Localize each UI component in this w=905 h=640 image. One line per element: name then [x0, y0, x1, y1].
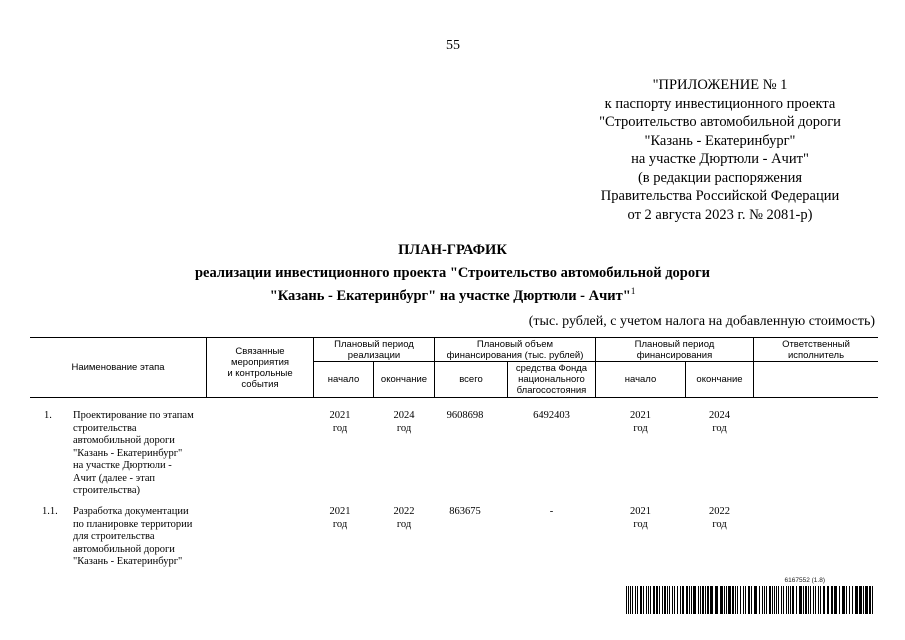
- barcode-bar: [805, 586, 807, 614]
- barcode-bar: [705, 586, 706, 614]
- header-total: всего: [459, 374, 483, 385]
- barcode-bar: [677, 586, 678, 614]
- barcode-bar: [632, 586, 633, 614]
- barcode-bar: [827, 586, 829, 614]
- header-financing-period: Плановый период финансирования: [634, 338, 715, 361]
- barcode-bar: [762, 586, 763, 614]
- barcode-bar: [737, 586, 738, 614]
- barcode-bar: [626, 586, 627, 614]
- barcode-bar: [745, 586, 746, 614]
- barcode-bar: [735, 586, 736, 614]
- barcode-bar: [796, 586, 797, 614]
- barcode-bar: [682, 586, 684, 614]
- barcode-bar: [790, 586, 791, 614]
- barcode-bar: [698, 586, 699, 614]
- barcode-bar: [869, 586, 871, 614]
- barcode-bar: [732, 586, 734, 614]
- barcode-bar: [693, 586, 696, 614]
- barcode-bar: [803, 586, 804, 614]
- row-start: 2021 год: [329, 410, 351, 434]
- row-number: 1.1.: [42, 506, 58, 517]
- row-total: 9608698: [446, 410, 484, 421]
- barcode-bar: [774, 586, 775, 614]
- barcode-bar: [781, 586, 782, 614]
- header-fund: средства Фонда национального благосостояния: [515, 363, 588, 396]
- barcode-bar: [820, 586, 821, 614]
- barcode-bar: [859, 586, 862, 614]
- row-fin-end: 2024 год: [709, 410, 730, 434]
- header-related-events: Связанные мероприятия и контрольные события: [227, 345, 293, 390]
- barcode-bar: [628, 586, 629, 614]
- barcode-bar: [669, 586, 670, 614]
- barcode-bar: [640, 586, 642, 614]
- barcode-bar: [872, 586, 873, 614]
- barcode-bar: [653, 586, 655, 614]
- barcode-bar: [863, 586, 864, 614]
- header-stage-name: Наименование этапа: [71, 362, 165, 373]
- barcode-bar: [667, 586, 668, 614]
- subtitle-line-2: [0, 282, 905, 305]
- barcode-bar: [815, 586, 816, 614]
- header-planned-volume: Плановый объем финансирования (тыс. рублей): [446, 338, 584, 361]
- barcode-bar: [720, 586, 723, 614]
- barcode-bar: [754, 586, 757, 614]
- barcode-bar: [808, 586, 809, 614]
- barcode-image: [626, 586, 876, 614]
- barcode-bar: [630, 586, 631, 614]
- subtitle-line-2-text: "Казань - Екатеринбург" на участке Дюртюли - Ачит": [269, 288, 631, 304]
- barcode-bar: [686, 586, 688, 614]
- barcode-bar: [689, 586, 690, 614]
- barcode-bar: [849, 586, 850, 614]
- appendix-line: Правительства Российской Федерации: [600, 188, 840, 204]
- units-note: (тыс. рублей, с учетом налога на добавленную стоимость): [528, 314, 875, 329]
- barcode-bar: [834, 586, 837, 614]
- row-stage-name: Проектирование по этапам строительства автомобильной дороги "Казань - Екатеринбург" на участке Дюртюли - Ачит (далее - этап строительства): [73, 410, 194, 496]
- appendix-line: "Казань - Екатеринбург": [644, 132, 796, 149]
- page-number: 55: [446, 38, 460, 53]
- row-fin-end: 2022 год: [709, 506, 730, 530]
- barcode-bar: [691, 586, 692, 614]
- barcode-bar: [823, 586, 825, 614]
- row-fin-start: 2021 год: [630, 410, 651, 434]
- barcode-bar: [748, 586, 750, 614]
- barcode-bar: [635, 586, 636, 614]
- subtitle-line-1: реализации инвестиционного проекта "Строительство автомобильной дороги: [194, 265, 711, 281]
- barcode-number: 6167552 (1.8): [784, 577, 825, 584]
- barcode-bar: [643, 586, 644, 614]
- header-planned-period: Плановый период реализации: [334, 338, 414, 361]
- barcode-bar: [783, 586, 784, 614]
- barcode-bar: [680, 586, 681, 614]
- row-end: 2022 год: [393, 506, 415, 530]
- appendix-line: на участке Дюртюли - Ачит": [631, 151, 809, 167]
- barcode-bar: [818, 586, 819, 614]
- barcode-bar: [842, 586, 845, 614]
- barcode-bar: [740, 586, 741, 614]
- barcode-bar: [664, 586, 666, 614]
- footnote-mark: 1: [630, 286, 636, 296]
- barcode-bar: [672, 586, 673, 614]
- barcode-bar: [839, 586, 840, 614]
- barcode-bar: [743, 586, 744, 614]
- row-end: 2024 год: [393, 410, 415, 434]
- document-subtitle: [0, 264, 905, 305]
- appendix-line: от 2 августа 2023 г. № 2081-р): [627, 206, 813, 223]
- barcode-bar: [700, 586, 701, 614]
- barcode-bar: [724, 586, 725, 614]
- barcode-bar: [769, 586, 771, 614]
- barcode-bar: [776, 586, 777, 614]
- barcode-bar: [728, 586, 731, 614]
- appendix-header: [560, 76, 880, 224]
- barcode-bar: [648, 586, 649, 614]
- barcode-bar: [792, 586, 794, 614]
- appendix-line: "ПРИЛОЖЕНИЕ № 1: [652, 77, 788, 93]
- header-start: начало: [327, 374, 360, 385]
- barcode-bar: [710, 586, 713, 614]
- barcode-bar: [831, 586, 833, 614]
- barcode-bar: [788, 586, 789, 614]
- header-fin-start: начало: [624, 374, 657, 385]
- barcode-bar: [766, 586, 767, 614]
- barcode-bar: [846, 586, 847, 614]
- document-title: ПЛАН-ГРАФИК: [398, 242, 507, 258]
- barcode-bar: [656, 586, 658, 614]
- barcode-bar: [715, 586, 718, 614]
- row-stage-name: Разработка документации по планировке территории для строительства автомобильной дороги "Казань - Екатеринбург": [73, 506, 193, 567]
- barcode-bar: [855, 586, 858, 614]
- barcode-bar: [650, 586, 651, 614]
- barcode-bar: [759, 586, 760, 614]
- header-end: окончание: [380, 374, 428, 385]
- row-start: 2021 год: [329, 506, 351, 530]
- barcode-bar: [810, 586, 811, 614]
- barcode-bar: [751, 586, 752, 614]
- barcode-bar: [813, 586, 814, 614]
- barcode-bar: [778, 586, 779, 614]
- barcode-bar: [786, 586, 787, 614]
- barcode-bar: [702, 586, 704, 614]
- header-fin-end: окончание: [696, 374, 743, 385]
- barcode-bar: [865, 586, 868, 614]
- barcode-bar: [852, 586, 853, 614]
- barcode-bar: [772, 586, 773, 614]
- barcode-bar: [764, 586, 765, 614]
- row-number: 1.: [44, 410, 52, 421]
- row-fund: -: [549, 506, 554, 517]
- appendix-line: к паспорту инвестиционного проекта: [604, 95, 836, 112]
- barcode-bar: [707, 586, 709, 614]
- barcode-bar: [799, 586, 802, 614]
- barcode-bar: [662, 586, 663, 614]
- row-total: 863675: [449, 506, 481, 517]
- barcode-bar: [726, 586, 727, 614]
- row-fin-start: 2021 год: [630, 506, 651, 530]
- appendix-line: "Строительство автомобильной дороги: [599, 114, 841, 130]
- barcode-bar: [659, 586, 660, 614]
- barcode-bar: [646, 586, 647, 614]
- barcode-bar: [637, 586, 638, 614]
- header-bottom-border: [30, 397, 878, 398]
- appendix-line: (в редакции распоряжения: [637, 169, 803, 186]
- row-fund: 6492403: [533, 410, 570, 421]
- barcode-bar: [674, 586, 675, 614]
- header-responsible: Ответственный исполнитель: [782, 338, 850, 361]
